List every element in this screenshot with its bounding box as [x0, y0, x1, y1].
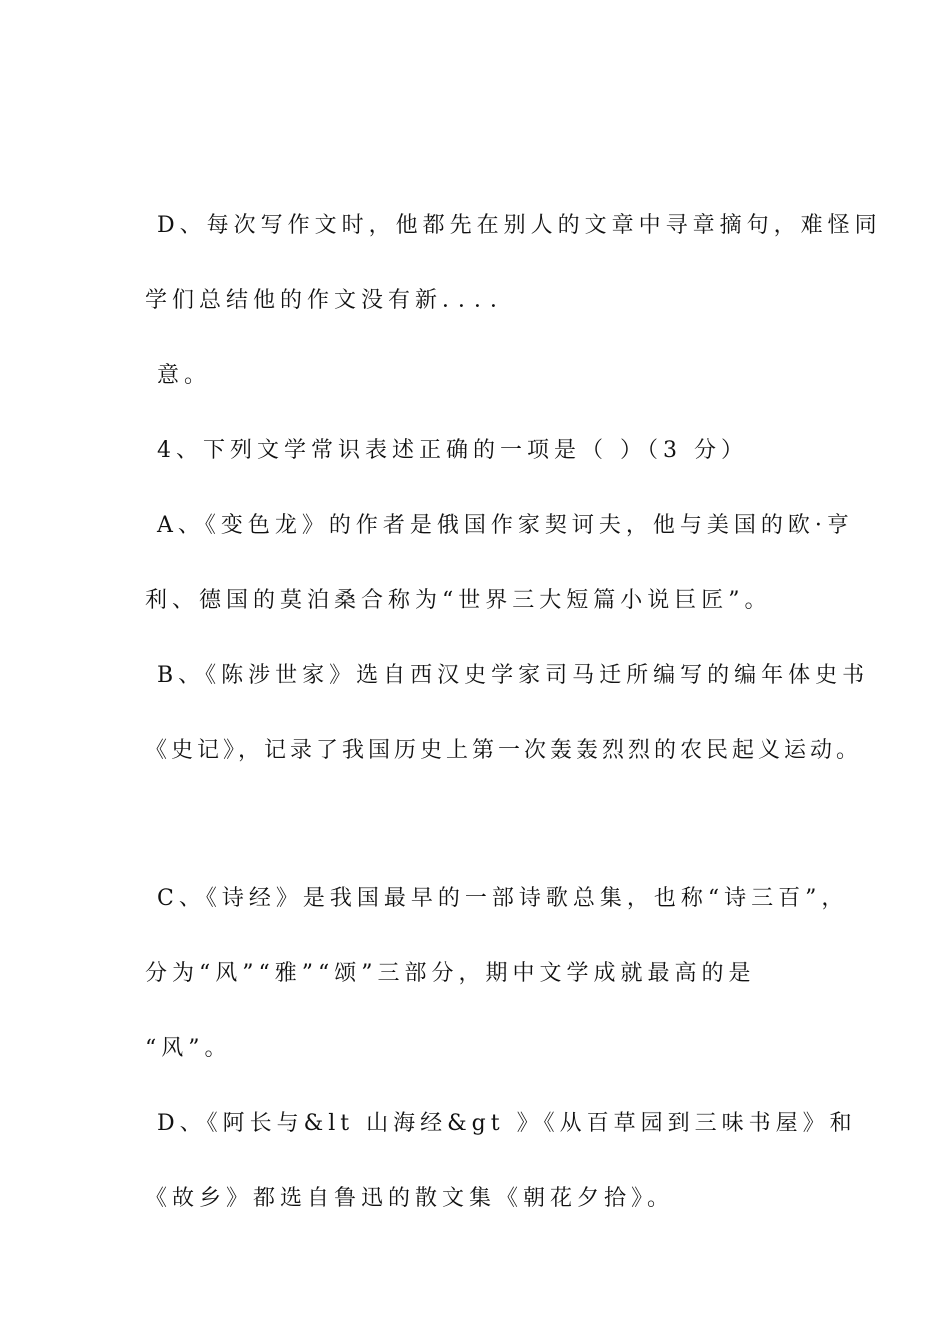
option-a-text: A、《变色龙》的作者是俄国作家契诃夫，他与美国的欧·亨 [157, 513, 854, 538]
text-line: 学们总结他的作文没有新．．．． [145, 288, 518, 313]
option-c-text: “风”。 [145, 1036, 232, 1061]
option-c-text: C、《诗经》是我国最早的一部诗歌总集，也称“诗三百”， [157, 886, 849, 911]
question-heading: 4、下列文学常识表述正确的一项是（ ）（3 分） [157, 438, 748, 463]
option-b-text: 《史记》，记录了我国历史上第一次轰轰烈烈的农民起义运动。 [145, 738, 863, 763]
option-c-text: 分为“风”“雅”“颂”三部分，期中文学成就最高的是 [145, 961, 756, 986]
option-d-text: D、《阿长与&lt 山海经&gt 》《从百草园到三味书屋》和 [157, 1111, 857, 1136]
text-line: D、每次写作文时，他都先在别人的文章中寻章摘句，难怪同 [157, 213, 882, 238]
text-line: 意。 [157, 363, 212, 388]
option-a-text: 利、德国的莫泊桑合称为“世界三大短篇小说巨匠”。 [145, 588, 772, 613]
option-d-text: 《故乡》都选自鲁迅的散文集《朝花夕拾》。 [145, 1186, 675, 1211]
option-b-text: B、《陈涉世家》选自西汉史学家司马迁所编写的编年体史书 [157, 663, 870, 688]
